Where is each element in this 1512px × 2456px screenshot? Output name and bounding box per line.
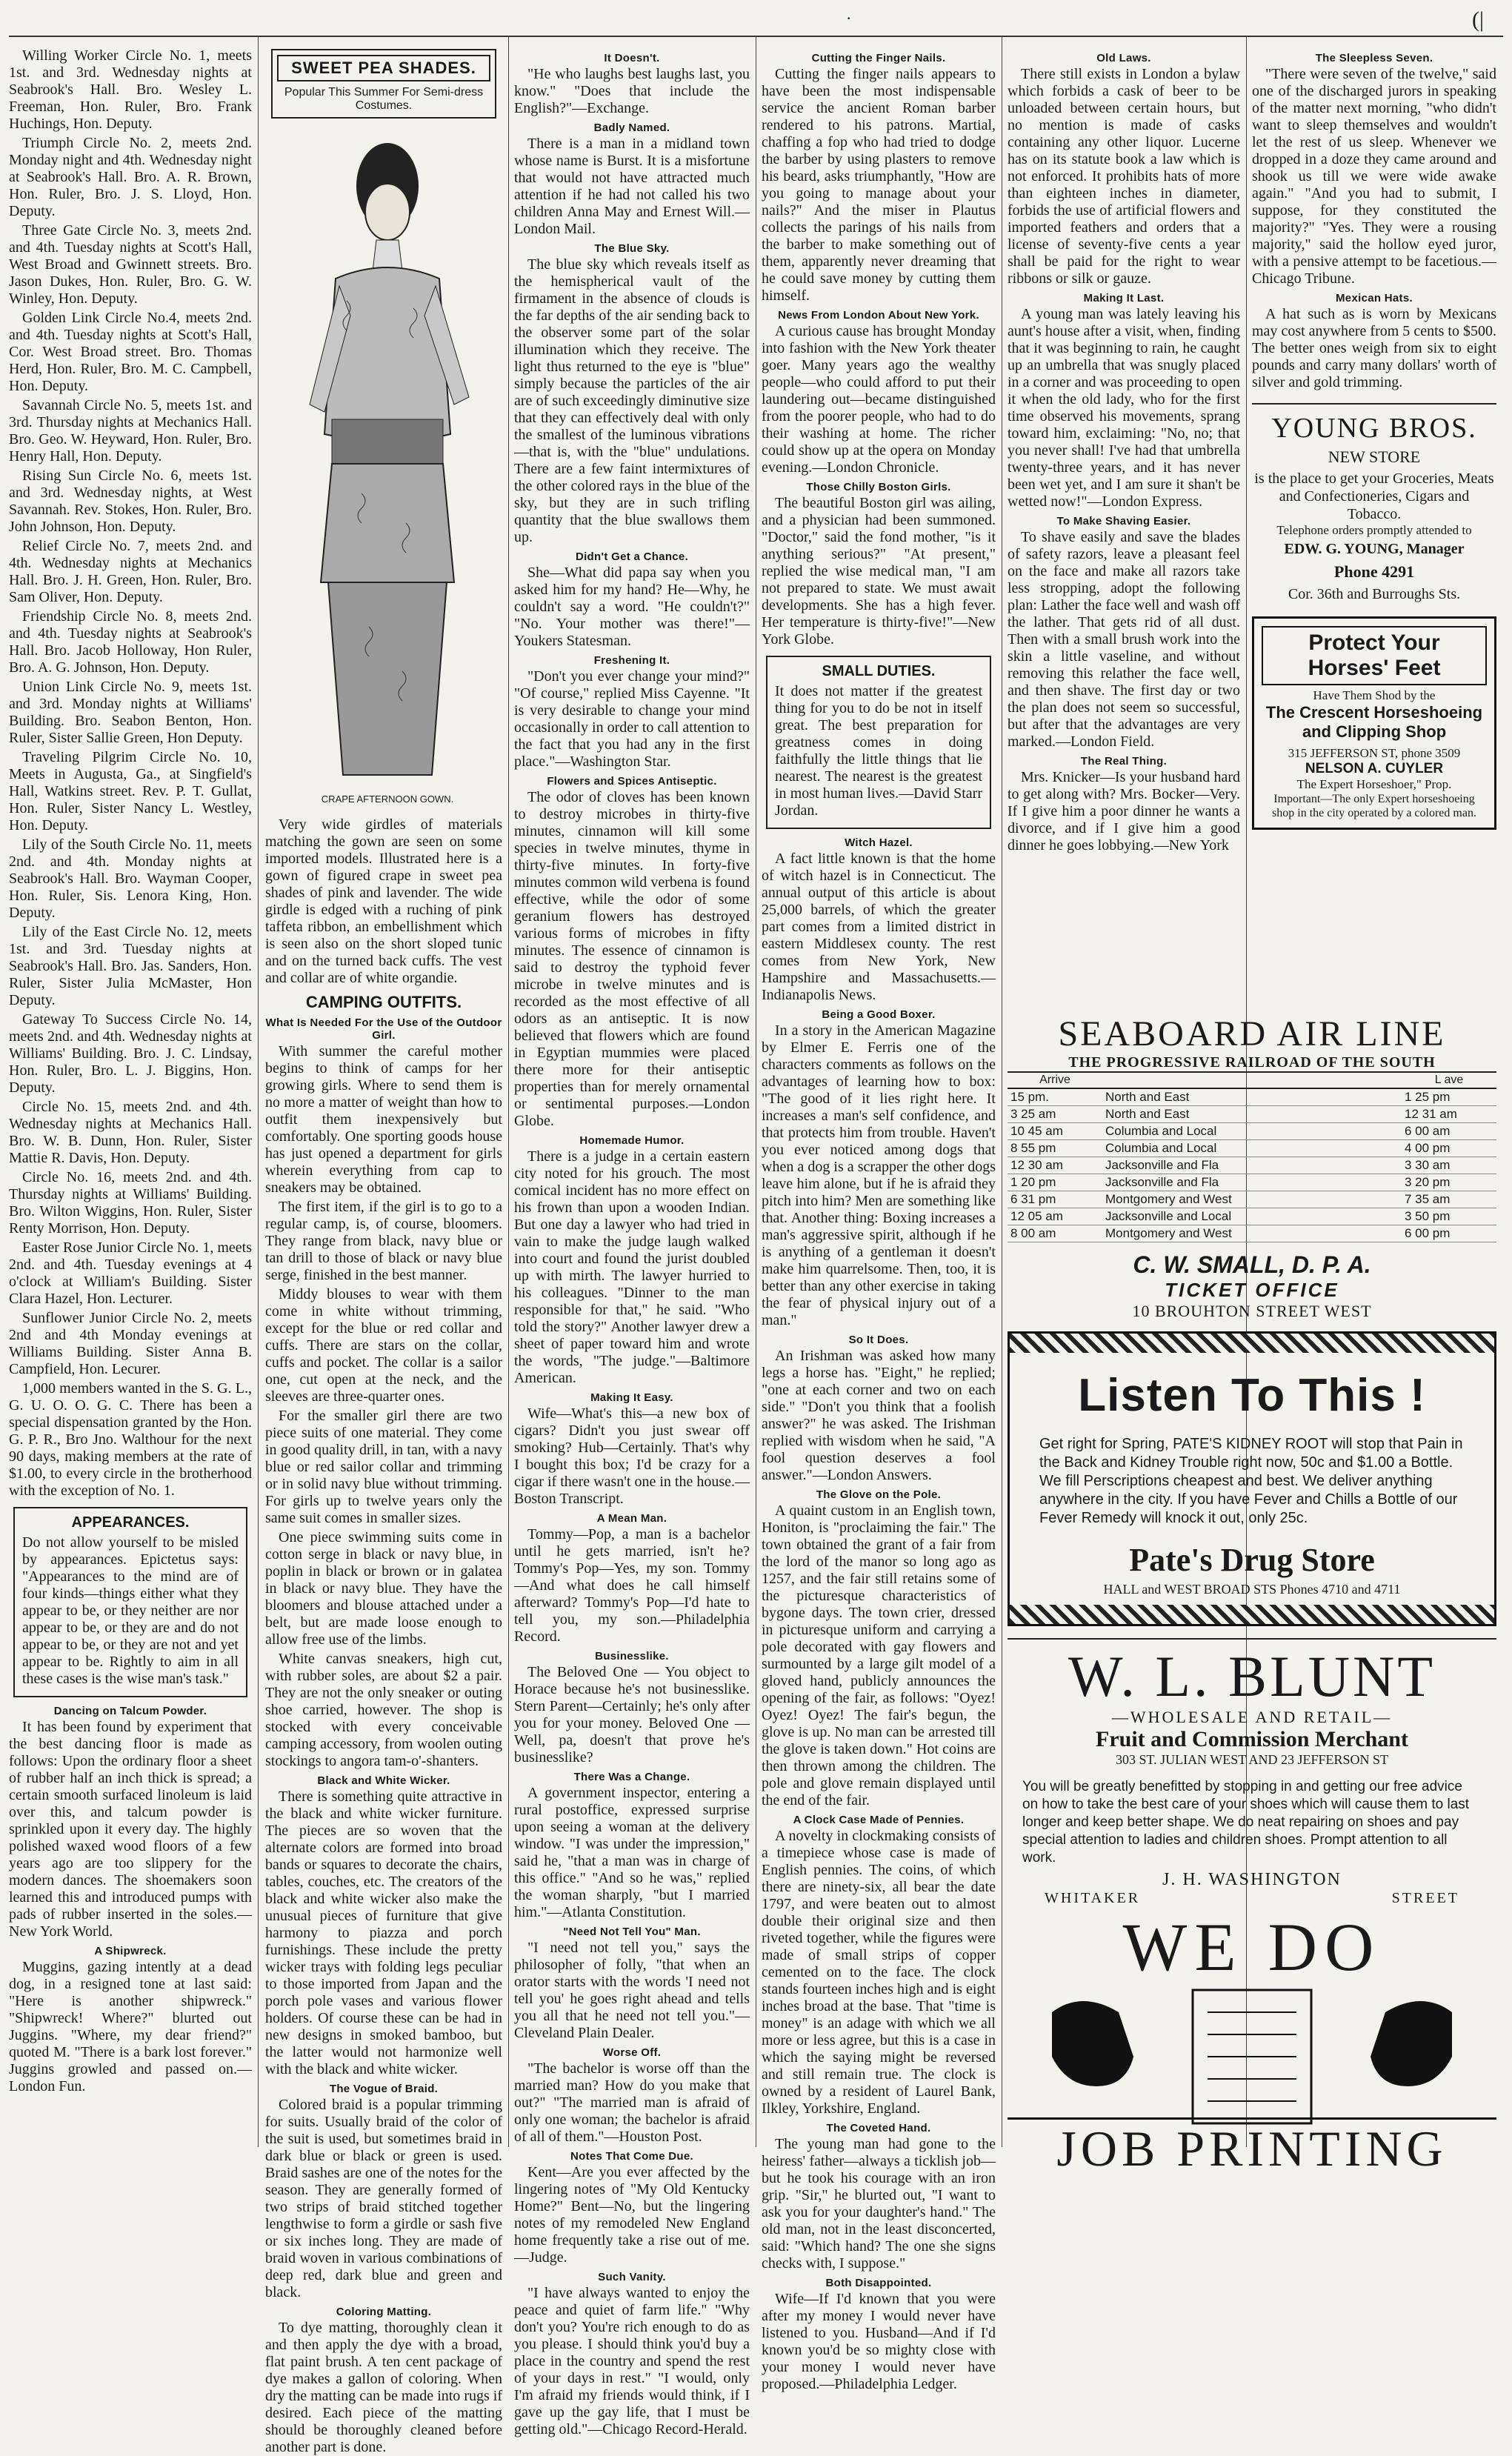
destination: Columbia and Local (1102, 1123, 1402, 1140)
article-title: "Need Not Tell You" Man. (563, 1926, 701, 1938)
shoe-repair-ad (1008, 1778, 1496, 1907)
article-title: Witch Hazel. (845, 836, 913, 849)
decorative-border (1010, 1605, 1494, 1624)
article-body: She—What did papa say when you asked him for my hand? He—Why, he couldn't say a word. "He couldn't?" "No. Your mother was there!"—Youkers Statesman. (514, 565, 750, 649)
lodge-notice: Savannah Circle No. 5, meets 1st. and 3rd. Thursday nights at Mechanics Hall. Bro. Geo. W. Heyward, Hon. Ruler, Bro. Henry Hall, Hon. Deputy. (9, 397, 252, 465)
column-3 (514, 47, 750, 2437)
lodge-notice: Circle No. 16, meets 2nd. and 4th. Thursday nights at Williams' Building. Bro. Wilton Wiggins, Hon. Ruler, Sister Renty Morrison, Hon. Deputy. (9, 1169, 252, 1237)
article-title: Such Vanity. (598, 2271, 666, 2283)
column-2 (265, 47, 502, 2455)
arrive-header: Arrive (1008, 1072, 1102, 1088)
ticket-office: TICKET OFFICE (1165, 1279, 1339, 1301)
appearances-title: APPEARANCES. (71, 1514, 190, 1531)
article-body: An Irishman was asked how many legs a horse has. "Eight," he replied; "one at each corner and two on each side." "Don't you think that a foolish answer?" he was asked. The Irishman replied with wisdom when he said, "A fool question deserves a fool answer."—London Answers. (762, 1348, 996, 1483)
article-title: Badly Named. (593, 122, 670, 134)
pates-address: HALL and WEST BROAD STS Phones 4710 and 4711 (1103, 1582, 1401, 1597)
arrive-time: 8 55 pm (1008, 1140, 1102, 1157)
article-body: "The bachelor is worse off than the married man? How do you make that out?" "The married man is afraid of only one woman; the bachelor is afraid of all of them."—Houston Post. (514, 2060, 750, 2145)
arrive-time: 12 30 am (1008, 1157, 1102, 1174)
destination: North and East (1102, 1088, 1402, 1106)
column-rule (258, 36, 259, 2147)
job-printing-ad (1008, 1911, 1496, 2178)
lodge-notice: Easter Rose Junior Circle No. 1, meets 2nd. and 4th. Tuesday evenings at 4 o'clock at William's Building. Sister Clara Hazel, Hon. Lecturer. (9, 1239, 252, 1307)
article-body: The blue sky which reveals itself as the hemispherical vault of the firmament in the absence of clouds is the far depths of the air sending back to the observer some part of the solar illumination which they receive. The light thus returned to the eye is "blue" simply because the particles of the air are of such exceedingly diminutive size that they can effectively deal with only the smallest of the luminous vibrations—that is, with the "blue" undulations. There are a few faint intermixtures of the other colored rays in the blue of the sky, but they are in such trifling quantity that the blue swallows them up. (514, 256, 750, 545)
article-body: Cutting the finger nails appears to have been the most indispensable service the ancient Roman barber rendered to his patrons. Martial, chaffing a fop who had tried to dodge the barber by using plasters to remove his beard, asks triumphantly, "How are you going to manage about your nails?" And the miser in Plautus collects the parings of his nails from the barber to make something out of them, apparently never dreaming that he could save money by cutting them himself. (762, 66, 996, 304)
schedule-row (1008, 1208, 1496, 1225)
lodge-notice: Circle No. 15, meets 2nd. and 4th. Wednesday nights at Mechanics Hall. Bro. W. B. Dunn, Hon. Ruler, Sister Mattie R. Davis, Hon. Deputy. (9, 1099, 252, 1166)
seaboard-tagline: THE PROGRESSIVE RAILROAD OF THE SOUTH (1068, 1054, 1436, 1071)
arrive-time: 12 05 am (1008, 1208, 1102, 1225)
listen-head: Listen To This ! (1078, 1370, 1426, 1421)
leave-time: 3 50 pm (1402, 1208, 1496, 1225)
lodge-notice: Sunflower Junior Circle No. 2, meets 2nd and 4th Monday evenings at Williams Building. Sister Anna B. Campfield, Hon. Lecurer. (9, 1310, 252, 1377)
col4-articles (762, 52, 996, 648)
woman-figure-icon (265, 123, 502, 790)
destination: Jacksonville and Fla (1102, 1157, 1402, 1174)
article-title: Homemade Humor. (579, 1134, 685, 1147)
destination: Montgomery and West (1102, 1191, 1402, 1208)
wicker-body: There is something quite attractive in the black and white wicker furniture. The pieces are so woven that the alternate colors are formed into broad bands or squares to decorate the chairs, tables, couches, etc. The creators of the black and white wicker also make the unusual pieces of furniture that give harmony to piazza and porch furnishings. These include the pretty wicker trays with folding legs peculiar to those imported from Japan and the porch pole vases and various flower holders. Of course these can be had in new designs in smoked bamboo, but the latter would not harmonize well with the black and white wicker. (265, 1788, 502, 2077)
article-title: Making It Easy. (590, 1391, 673, 1404)
article-title: Businesslike. (595, 1650, 669, 1663)
lodge-notice: 1,000 members wanted in the S. G. L., G. U. O. O. G. C. There has been a special dispensation granted by the Hon. G. P. R., Bro Jno. Walthour for the next 90 days, making members at the rate of $1.00, to every circle in the brotherhood with the exception of No. 1. (9, 1380, 252, 1499)
young-telephone-note: Telephone orders promptly attended to (1276, 523, 1472, 537)
article-body: In a story in the American Magazine by Elmer E. Ferris one of the characters comments as follows on the advantages of learning how to box: "The good of it lies right here. It increases a man's self confidence, and that protects him from trouble. Haven't you ever noticed among dogs that when a dog is a scrapper the other dogs leave him alone, but if he is afraid they pitch into him? Men are something like that. Another thing: Boxing increases a man's aggressive spirit, although if he is anything of a gentleman it doesn't make him quarrelsome. Then, too, it is better than any other exercise in taking the fear of physical injury out of a man." (762, 1022, 996, 1328)
pates-store-name: Pate's Drug Store (1129, 1542, 1375, 1578)
young-address: Cor. 36th and Burroughs Sts. (1288, 586, 1461, 602)
gown-illustration (265, 123, 510, 812)
braid-title: The Vogue of Braid. (329, 2083, 439, 2095)
article-title: Both Disappointed. (825, 2277, 932, 2289)
article-title: Flowers and Spices Antiseptic. (547, 775, 717, 788)
braid-body: Colored braid is a popular trimming for suits. Usually braid of the color of the suit is used, but sometimes braid in dark blue or black or green is used. Braid sashes are one of the notes for the season. They are generally formed of two strips of braid stitched together lengthwise to form a girdle or sash five or six inches long. They are made of braid woven in various combinations of deep red, dark blue and green and black. (265, 2097, 502, 2300)
pates-drug-ad (1008, 1331, 1496, 1626)
article-title: The Real Thing. (1080, 755, 1168, 768)
lodge-notice: Willing Worker Circle No. 1, meets 1st. and 3rd. Wednesday nights at Seabrook's Hall. Bro. Wesley L. Freeman, Hon. Ruler, Bro. Frank Huchings, Hon. Deputy. (9, 47, 252, 132)
camping-subtitle: What Is Needed For the Use of the Outdoor Girl. (265, 1016, 502, 1042)
article-title: Notes That Come Due. (570, 2150, 694, 2163)
article-body: "I have always wanted to enjoy the peace and quiet of farm life." "Why don't you? You're rich enough to do as you please. I should think you'd buy a place in the country and spend the rest of your days in rest." "I would, only I'm afraid my friends would think, if I gave up the gay life, that I must be getting old."—Chicago Record-Herald. (514, 2285, 750, 2437)
small-duties-box (766, 656, 991, 829)
decorative-border (1010, 1334, 1494, 1353)
article-title: Making It Last. (1083, 292, 1165, 304)
article-title: So It Does. (848, 1334, 909, 1346)
lodge-notice: Rising Sun Circle No. 6, meets 1st. and 3rd. Wednesday nights, at West Savannah. Rev. Stokes, Hon. Ruler, Bro. John Johnson, Hon. Deputy. (9, 467, 252, 535)
lodge-notice: Gateway To Success Circle No. 14, meets 2nd. and 4th. Wednesday nights at Williams' Building. Bro. J. C. Lindsay, Hon. Ruler, Bro. L. J. Biggins, Hon. Deputy. (9, 1011, 252, 1096)
camping-paragraph: With summer the careful mother begins to think of camps for her growing girls. Where to send them is no more a matter of weight than how to outfit them inexpensively but comfortably. One sporting goods house has just opened a department for girls wherein everything from cap to sneakers may be obtained. (265, 1043, 502, 1196)
article-title: The Glove on the Pole. (816, 1488, 942, 1501)
mexican-body: A hat such as is worn by Mexicans may cost anywhere from 5 cents to $500. The better ones weigh from six to eight pounds and carry many dollars' worth of silver and gold trimming. (1252, 306, 1496, 390)
lodge-notice: Friendship Circle No. 8, meets 2nd. and 4th. Tuesday nights at Seabrook's Hall. Bro. Jacob Holloway, Hon Ruler, Bro. A. G. Johnson, Hon. Deputy. (9, 608, 252, 676)
horseshoe-title: The Expert Horseshoer," Prop. (1296, 777, 1452, 791)
young-phone: Phone 4291 (1333, 562, 1415, 581)
listen-body: Get right for Spring, PATE'S KIDNEY ROOT will stop that Pain in the Back and Kidney Trouble right now, 50c and $1.00 a Bottle. We fill Perscriptions cheapest and best. We deliver anything anywhere in the city. If you have Fever and Chills a Bottle of our Fever Remedy will knock it out, only 25c. (1039, 1436, 1463, 1526)
column-5 (1008, 47, 1240, 1040)
horseshoe-line1: Have Them Shod by the (1313, 688, 1436, 702)
horseshoe-owner: NELSON A. CUYLER (1305, 761, 1444, 776)
fashion-header: SWEET PEA SHADES. (277, 55, 490, 81)
young-new-store: NEW STORE (1328, 447, 1421, 466)
gown-caption: CRAPE AFTERNOON GOWN. (321, 793, 454, 805)
article-title: Didn't Get a Chance. (575, 550, 689, 563)
article-body: The young man had gone to the heiress' father—always a ticklish job—but he took his courage with an iron grip. "Sir," he blurted out, "I want to ask you for your daughter's hand." The old man, not in the least disconcerted, said: "Which hand? The one she signs checks with, I suppose." (762, 2136, 996, 2272)
matting-body: To dye matting, thoroughly clean it and then apply the dye with a broad, flat paint brush. A ten cent package of dye makes a gallon of coloring. When dry the matting can be made into rugs if desired. Each piece of the matting should be thoroughly cleaned before another part is done. (265, 2320, 502, 2455)
article-body: Wife—If I'd known that you were after my money I would never have listened to you. Husband—And if I'd known you'd be so mighty close with your money I would never have proposed.—Philadelphia Ledger. (762, 2291, 996, 2392)
schedule-row (1008, 1191, 1496, 1208)
leave-time: 6 00 am (1402, 1123, 1496, 1140)
matting-title: Coloring Matting. (336, 2306, 432, 2318)
article-body: "Don't you ever change your mind?" "Of course," replied Miss Cayenne. "It is very desirable to change your mind occasionally in order to call attention to the fact that you had any in the first place."—Washington Star. (514, 668, 750, 770)
we-do-text: WE DO (1122, 1909, 1382, 1985)
article-body: "He who laughs best laughs last, you know." "Does that include the English?"—Exchange. (514, 66, 750, 116)
small-ticket-ad (1008, 1251, 1496, 1321)
article-body: A young man was lately leaving his aunt's house after a visit, when, finding that it was beginning to rain, he caught up an umbrella that was snugly placed in a corner and was proceeding to open it when the old lady, who for the first time observed his movements, sprang toward him, exclaiming: "No, no; that you never shall! I've had that umbrella twenty-three years, and it has never been wet yet, and I am sure it shan't be wetted now!"—London Express. (1008, 306, 1240, 510)
leave-time: 4 00 pm (1402, 1140, 1496, 1157)
article-title: News From London About New York. (778, 309, 979, 322)
leave-header: L ave (1402, 1072, 1496, 1088)
article-title: Freshening It. (593, 654, 670, 667)
shoe-street-a: WHITAKER (1045, 1890, 1141, 1906)
leave-time: 12 31 am (1402, 1106, 1496, 1123)
destination: Montgomery and West (1102, 1225, 1402, 1242)
blunt-name: W. L. BLUNT (1068, 1644, 1436, 1708)
article-body: There is a judge in a certain eastern city noted for his grouch. The most comical incident has no more effect on his frown than upon a wooden Indian. But one day a lawyer who had tried in vain to make the judge laugh walked into court and found the jurist doubled up with mirth. The lawyer hurried to his colleagues. "Dinner to the man responsible for that," he said. "Who told the story?" Another lawyer drew a sheet of paper toward him and wrote the words, "The judge."—Baltimore American. (514, 1148, 750, 1386)
camping-paragraph: One piece swimming suits come in cotton serge in black or navy blue, in poplin in black or brown or in galatea in black or navy blue. They have the bloomers and blouse attached under a belt, but are made loose enough to allow free use of the limbs. (265, 1529, 502, 1648)
leave-time: 3 30 am (1402, 1157, 1496, 1174)
talcum-title: Dancing on Talcum Powder. (53, 1705, 207, 1717)
lodge-notice: Lily of the East Circle No. 12, meets 1st. and 3rd. Tuesday nights at Seabrook's Hall. Bro. Jas. Sanders, Hon. Ruler, Sister Julia McMaster, Hon Deputy. (9, 924, 252, 1008)
shoe-street-b: STREET (1391, 1890, 1459, 1906)
article-body: A quaint custom in an English town, Honiton, is "proclaiming the fair." The town obtained the grant of a fair from the lord of the manor so long ago as 1257, and the fair still retains some of the picturesque characteristics of bygone days. The town crier, dressed in picturesque uniform and carrying a pole decorated with gay flowers and surmounted by a large gilt model of a gloved hand, publicly announces the opening of the fair, as follows: "Oyez! Oyez! Oyez! The fair's begun, the glove is up. No man can be arrested till the glove is taken down." Hot coins are then thrown among the children. The pole and glove remain displayed until the end of the fair. (762, 1502, 996, 1808)
article-title: Cutting the Finger Nails. (811, 52, 946, 64)
camping-title: CAMPING OUTFITS. (305, 993, 462, 1011)
small-name: C. W. SMALL, D. P. A. (1133, 1251, 1371, 1278)
arrive-time: 15 pm. (1008, 1088, 1102, 1106)
young-desc: is the place to get your Groceries, Meats and Confectioneries, Cigars and Tobacco. (1254, 470, 1494, 522)
blunt-address: 303 ST. JULIAN WEST AND 23 JEFFERSON ST (1115, 1752, 1389, 1767)
horseshoe-address: 315 JEFFERSON ST, phone 3509 (1288, 746, 1461, 760)
appearances-box (13, 1507, 247, 1697)
leave-time: 6 00 pm (1402, 1225, 1496, 1242)
article-body: Tommy—Pop, a man is a bachelor until he gets married, isn't he? Tommy's Pop—Yes, my son. Tommy—And what does he call himself afterward? Tommy's Pop—I'd hate to tell you, my son.—Philadelphia Record. (514, 1526, 750, 1645)
article-body: "I need not tell you," says the philosopher of folly, "that when an orator starts with the words 'I need not tell you' he goes right ahead and tells you all that he need not tell you."—Cleveland Plain Dealer. (514, 1940, 750, 2041)
blunt-ad (1008, 1638, 1496, 1768)
leave-time: 7 35 am (1402, 1191, 1496, 1208)
small-duties-body: It does not matter if the greatest thing for you to do be not in itself great. The best preparation for greatness comes in doing faithfully the little things that lie nearest. The nearest is the greatest in most human lives.—David Starr Jordan. (775, 683, 982, 819)
lodge-notice: Union Link Circle No. 9, meets 1st. and 3rd. Monday nights at Williams' Building. Bro. Seabon Benton, Hon. Ruler, Sister Sallie Green, Hon Deputy. (9, 679, 252, 746)
lodge-notice: Lily of the South Circle No. 11, meets 2nd. and 4th. Monday nights at Seabrook's Hall. Bro. Wayman Cooper, Hon. Ruler, Sis. Lenora King, Hon. Deputy. (9, 836, 252, 921)
arrive-time: 10 45 am (1008, 1123, 1102, 1140)
article-body: A curious cause has brought Monday into fashion with the New York theater goer. Many years ago the wealthy people—who could afford to put their laundering out—became distinguished from the poorer people, who had to do their washing at home. The richer could show up at the opera on Monday evening.—London Chronicle. (762, 323, 996, 476)
seaboard-schedule-table (1008, 1071, 1496, 1242)
schedule-row (1008, 1088, 1496, 1106)
horseshoe-ad (1252, 616, 1496, 830)
article-title: Old Laws. (1096, 52, 1151, 64)
fashion-header-box (271, 49, 496, 119)
newspaper-page (9, 6, 1503, 2455)
camping-paragraph: Middy blouses to wear with them come in white without trimming, except for the blue or red collar and cuffs. There are stars on the collar, cuffs and pocket. The collar is a sailor one, cut open at the neck, and the sleeves are three-quarter ones. (265, 1286, 502, 1405)
young-manager: EDW. G. YOUNG, Manager (1284, 541, 1465, 557)
article-body: Wife—What's this—a new box of cigars? Didn't you just swear off smoking? Hub—Certainly. That's why I bought this box; I'd be crazy for a cigar if there wasn't one in the house.—Boston Transcript. (514, 1405, 750, 1507)
article-body: There still exists in London a bylaw which forbids a cask of beer to be unloaded between certain hours, but no mention is made of casks containing any other liquor. Lucerne has on its statute book a law which is not enforced. It prohibits hats of more than eighteen inches in diameter, forbids the use of artificial flowers and imported feathers and orders that a license of seventy-five cents a year shall be paid for the right to wear ribbons or silk or gauze. (1008, 66, 1240, 287)
wicker-title: Black and White Wicker. (317, 1774, 450, 1787)
blunt-sub: —WHOLESALE AND RETAIL— (1111, 1708, 1393, 1726)
mexican-title: Mexican Hats. (1336, 292, 1413, 304)
sleepless-body: "There were seven of the twelve," said one of the discharged jurors in speaking of the matter next morning, "who didn't want to sleep themselves and wouldn't let the rest of us sleep. Whenever we dropped in a doze they came around and shook us till we were wide awake again." "And you had to submit, I suppose, for they constituted the majority?" "Yes. They were a rousing majority," said the hollow eyed juror, with a pensive attempt to be facetious.—Chicago Tribune. (1252, 66, 1496, 287)
header-mark-left: · (846, 9, 852, 27)
lodge-notice: Three Gate Circle No. 3, meets 2nd. and 4th. Tuesday nights at Scott's Hall, West Broad and Gwinnett streets. Bro. Jason Dukes, Hon. Ruler, Bro. G. W. Winley, Hon. Deputy. (9, 222, 252, 307)
ticket-address: 10 BROUHTON STREET WEST (1132, 1302, 1372, 1320)
camping-paragraph: For the smaller girl there are two piece suits of one material. They come in good quality drill, in tan, with a navy blue or red sailor collar and trimming or in solid navy blue without trimming. For girls up to twelve years only the same suit comes in smaller sizes. (265, 1408, 502, 1526)
col4-articles-lower (762, 836, 996, 2393)
article-title: The Blue Sky. (594, 242, 670, 255)
article-body: Kent—Are you ever affected by the lingering notes of "My Old Kentucky Home?" Bent—No, but the lingering notes of my remodeled New England home frequently take a rise out of me. —Judge. (514, 2164, 750, 2266)
arrive-time: 6 31 pm (1008, 1191, 1102, 1208)
young-bros-ad (1252, 403, 1496, 603)
lodge-notices (9, 47, 252, 1500)
article-title: Being a Good Boxer. (822, 1008, 936, 1021)
article-title: There Was a Change. (573, 1771, 690, 1783)
camping-paragraph: White canvas sneakers, high cut, with rubber soles, are about $2 a pair. They are not the only sneaker or outing shoe carried, however. The shop is stocked with every conceivable camping accessory, from woolen outing stockings to angora tam-o'-shanters. (265, 1651, 502, 1769)
schedule-row (1008, 1157, 1496, 1174)
camping-article (265, 1043, 502, 1770)
fashion-subhead: Popular This Summer For Semi-dress Costumes. (284, 86, 484, 112)
article-body: The Beloved One — You object to Horace because he's not businesslike. Stern Parent—Certainly; he's only after you for your money. Beloved One —Well, pa, doesn't that prove he's businesslike? (514, 1664, 750, 1766)
column-1 (9, 47, 252, 2152)
shoe-owner: J. H. WASHINGTON (1162, 1870, 1342, 1889)
horseshoe-note: Important—The only Expert horseshoeing shop in the city operated by a colored man. (1272, 793, 1476, 819)
article-body: A fact little known is that the home of witch hazel is in Connecticut. The annual output of this article is about 25,000 barrels, of which the greater part comes from a limited district in eastern Middlesex county. The rest comes from New York, New Hampshire and Massachusetts.—Indianapolis News. (762, 851, 996, 1003)
schedule-row (1008, 1106, 1496, 1123)
article-body: The beautiful Boston girl was ailing, and a physician had been summoned. "Doctor," said the fond mother, "is it anything serious?" "At present," replied the wise medical man, "I am not prepared to state. We must await developments. She has a high fever. Her temperature is thirty-five!"—New York Globe. (762, 495, 996, 648)
schedule-row (1008, 1174, 1496, 1191)
article-title: The Coveted Hand. (826, 2122, 931, 2134)
schedule-row (1008, 1123, 1496, 1140)
lodge-notice: Triumph Circle No. 2, meets 2nd. Monday night and 4th. Wednesday night at Seabrook's Hall. Bro. A. R. Brown, Hon. Ruler, Bro. J. S. Lloyd, Hon. Deputy. (9, 135, 252, 219)
schedule-row (1008, 1140, 1496, 1157)
talcum-body: It has been found by experiment that the best dancing floor is made as follows: Upon the ordinary floor a sheet of rubber half an inch thick is spread; a certain smooth surfaced linoleum is laid over this, and talcum powder is sprinkled upon it every day. The highly polished waxed wood floors of a few years ago are too slippery for the modern dances. The shoemakers soon learned this and introduced pumps with pads of rubber inserted in the soles.—New York World. (9, 1719, 252, 1940)
appearances-body: Do not allow yourself to be misled by appearances. Epictetus says: "Appearances to the mind are of four kinds—things either what they appear to be, or they neither are nor appear to be, or they are and do not appear to be, or they are not and yet appear to be. Rightly to aim in all these cases is the wise man's task." (22, 1534, 239, 1687)
seaboard-name: SEABOARD AIR LINE (1058, 1014, 1446, 1054)
article-body: A novelty in clockmaking consists of a timepiece whose case is made of English pennies. The coins, of which there are ninety-six, all bear the date 1797, and were beaten out to almost double their original size and then riveted together, while the figures were made of small strips of copper cemented on to the face. The clock stands fourteen inches high and is eight inches broad at the base. That "time is money" is an adage with which we all more or less agree, but this is a case in which the saying might be reversed and still remain true. The clock is owned by a resident of Laurel Bank, Ilkley, Yorkshire, England. (762, 1828, 996, 2117)
header-mark-right: (| (1472, 7, 1484, 32)
shipwreck-title: A Shipwreck. (94, 1945, 167, 1957)
article-body: There is a man in a midland town whose name is Burst. It is a misfortune that would not have attracted much attention if he had not called his two children Anna May and Ernest Will.—London Mail. (514, 136, 750, 237)
arrive-time: 8 00 am (1008, 1225, 1102, 1242)
lodge-notice: Relief Circle No. 7, meets 2nd. and 4th. Wednesday nights at Mechanics Hall. Bro. J. H. Green, Hon. Ruler, Bro. Sam Oliver, Hon. Deputy. (9, 538, 252, 605)
job-printing-text: JOB PRINTING (1008, 2117, 1496, 2178)
leave-time: 1 25 pm (1402, 1088, 1496, 1106)
blunt-line: Fruit and Commission Merchant (1096, 1727, 1408, 1751)
sleepless-title: The Sleepless Seven. (1315, 52, 1433, 64)
article-body: A government inspector, entering a rural postoffice, expressed surprise upon seeing a woman at the delivery window. "I was under the impression," said he, "that a man was in charge of this office." "And so he was," replied the woman sharply, "but I married him."—Atlanta Constitution. (514, 1785, 750, 1920)
article-body: The odor of cloves has been known to destroy microbes in thirty-five minutes, cinnamon will kill some species in twelve minutes, thyme in thirty-five minutes. In forty-five minutes common wild verbena is found effective, while the odor of some geranium flowers has destroyed various forms of microbes in fifty minutes. The essence of cinnamon is said to destroy the typhoid fever microbe in twelve minutes and is recorded as the most effective of all odors as an antiseptic. It is now believed that flowers which are found in Egyptian mummies were placed there more for their antiseptic properties than for merely ornamental or sentimental purposes.—London Globe. (514, 789, 750, 1129)
lodge-notice: Golden Link Circle No.4, meets 2nd. and 4th. Tuesday nights at Scott's Hall, Cor. West Broad street. Bro. Thomas Herd, Hon. Ruler, Bro. M. C. Campbell, Hon. Deputy. (9, 310, 252, 394)
article-title: Those Chilly Boston Girls. (806, 481, 951, 493)
girdle-article: Very wide girdles of materials matching the gown are seen on some imported models. Illustrated here is a gown of figured crape in sweet pea shades of pink and lavender. The wide girdle is edged with a ruching of pink taffeta ribbon, an embellishment which is seen also on the short sloped tunic and on the turned back cuffs. The vest and collar are of white organdie. (265, 816, 502, 986)
lodge-notice: Traveling Pilgrim Circle No. 10, Meets in Augusta, Ga., at Singfield's Hall, Watkins street. Rev. P. T. Gullat, Hon. Ruler, Sister Nancy L. Westley, Hon. Deputy. (9, 749, 252, 833)
article-title: It Doesn't. (604, 52, 660, 64)
column-4 (762, 47, 996, 2392)
article-body: To shave easily and save the blades of safety razors, leave a pleasant feel on the face and make all razors take less stropping, adopt the following plan: Lather the face well and wash off the lather. That gets rid of all dust. Then with a small brush work into the skin a little vaseline, and without removing this relather the face well, and then shave. The first day or two the plan does not seem so successful, but after that the advantages are very marked.—London Field. (1008, 529, 1240, 750)
pointing-hands-icon (1008, 1983, 1496, 2131)
horseshoe-head: Protect Your Horses' Feet (1262, 626, 1487, 685)
destination: Jacksonville and Local (1102, 1208, 1402, 1225)
article-title: A Mean Man. (596, 1512, 667, 1525)
article-title: Worse Off. (602, 2046, 662, 2059)
destination: Columbia and Local (1102, 1140, 1402, 1157)
article-title: To Make Shaving Easier. (1056, 515, 1191, 528)
horseshoe-shop: The Crescent Horseshoeing and Clipping Shop (1265, 703, 1483, 741)
article-body: Mrs. Knicker—Is your husband hard to get along with? Mrs. Bocker—Very. If I give him a poor dinner he wants a divorce, and if I give him a good dinner he goes lobbying.—New York (1008, 769, 1240, 853)
schedule-row (1008, 1225, 1496, 1242)
destination: Jacksonville and Fla (1102, 1174, 1402, 1191)
leave-time: 3 20 pm (1402, 1174, 1496, 1191)
article-title: A Clock Case Made of Pennies. (793, 1814, 965, 1826)
arrive-time: 3 25 am (1008, 1106, 1102, 1123)
destination: North and East (1102, 1106, 1402, 1123)
shoe-body: You will be greatly benefitted by stopping in and getting our free advice on how to take the best care of your shoes which will cause them to last longer and keep better shape. We do neat repairing on shoes and pay special attention to ladies and children shoes. Prompt attention to all work. (1022, 1779, 1470, 1866)
arrive-time: 1 20 pm (1008, 1174, 1102, 1191)
camping-paragraph: The first item, if the girl is to go to a regular camp, is, of course, bloomers. They range from black, navy blue or tan drill to those of black or navy blue serge, finished in the best manner. (265, 1199, 502, 1283)
shipwreck-body: Muggins, gazing intently at a dead dog, in a resigned tone at last said: "Here is another shipwreck." "Shipwreck! Where?" blurted out Juggins. "Where, my dear friend?" quoted M. "There is a bark lost forever." Juggins growled and passed on.—London Fun. (9, 1959, 252, 2094)
ads-block (1008, 1014, 1496, 2177)
small-duties-title: SMALL DUTIES. (822, 663, 936, 679)
young-bros-name: YOUNG BROS. (1271, 413, 1477, 444)
